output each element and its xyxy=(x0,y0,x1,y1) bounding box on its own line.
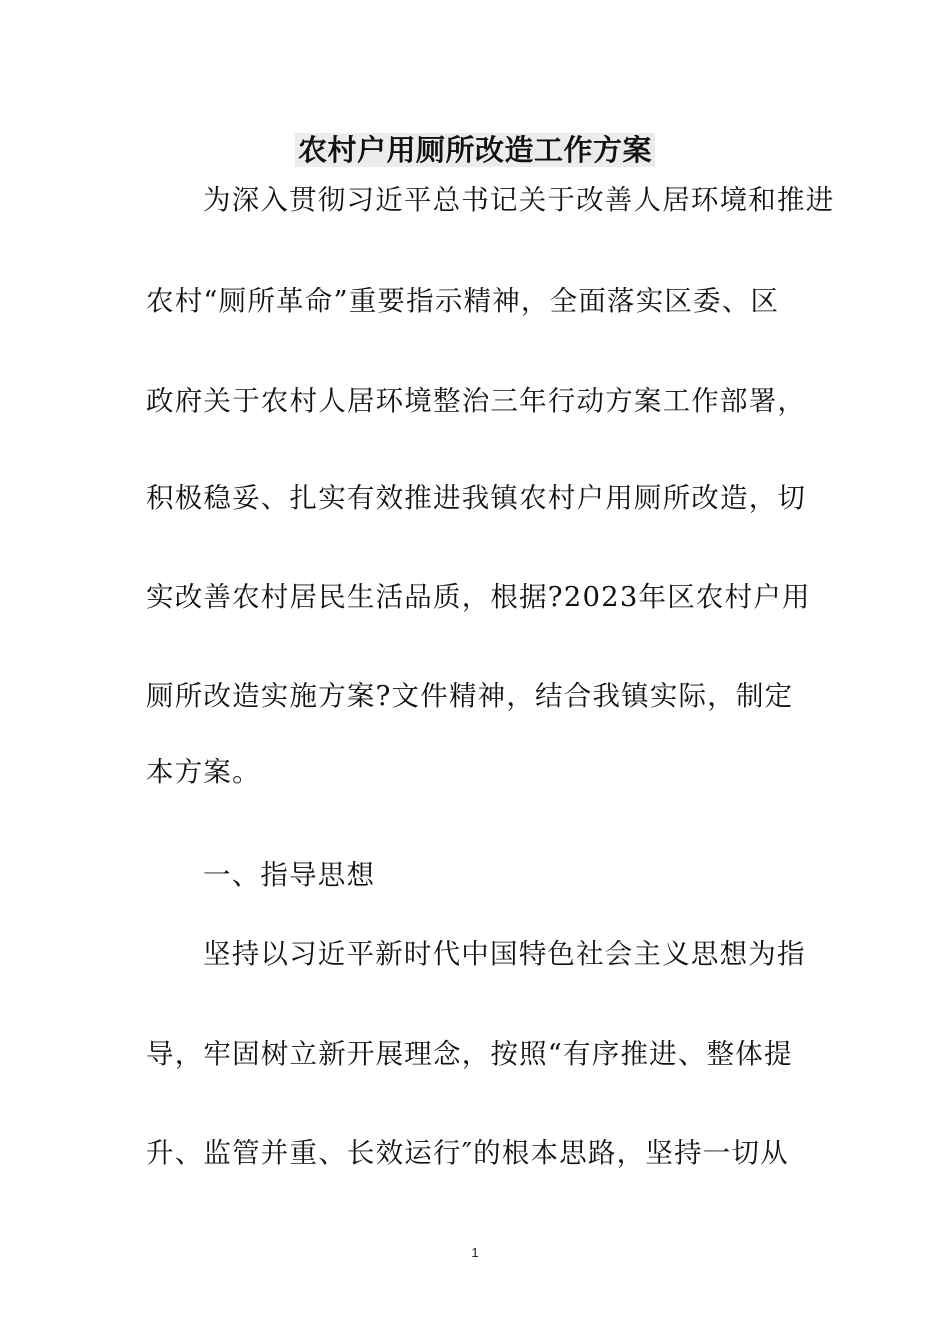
paragraph-line: 本方案。 xyxy=(146,756,261,788)
paragraph-line: 积极稳妥、扎实有效推进我镇农村户用厕所改造，切 xyxy=(146,482,807,514)
paragraph-line: 为深入贯彻习近平总书记关于改善人居环境和推进 xyxy=(203,184,835,216)
paragraph-line: 政府关于农村人居环境整治三年行动方案工作部署， xyxy=(146,385,807,417)
paragraph-line: 厕所改造实施方案?文件精神，结合我镇实际，制定 xyxy=(146,680,794,712)
document-title-text: 农村户用厕所改造工作方案 xyxy=(295,133,655,167)
page-number: 1 xyxy=(471,1245,479,1260)
paragraph-line: 实改善农村居民生活品质，根据?2023年区农村户用 xyxy=(146,581,811,613)
document-title xyxy=(0,130,950,170)
paragraph-line: 坚持以习近平新时代中国特色社会主义思想为指 xyxy=(203,938,806,970)
paragraph-line: 农村“厕所革命”重要指示精神，全面落实区委、区 xyxy=(146,285,780,317)
paragraph-line: 导，牢固树立新开展理念，按照“有序推进、整体提 xyxy=(146,1038,793,1070)
section-heading: 一、指导思想 xyxy=(203,859,376,891)
paragraph-line: 升、监管并重、长效运行″的根本思路，坚持一切从 xyxy=(146,1137,789,1169)
